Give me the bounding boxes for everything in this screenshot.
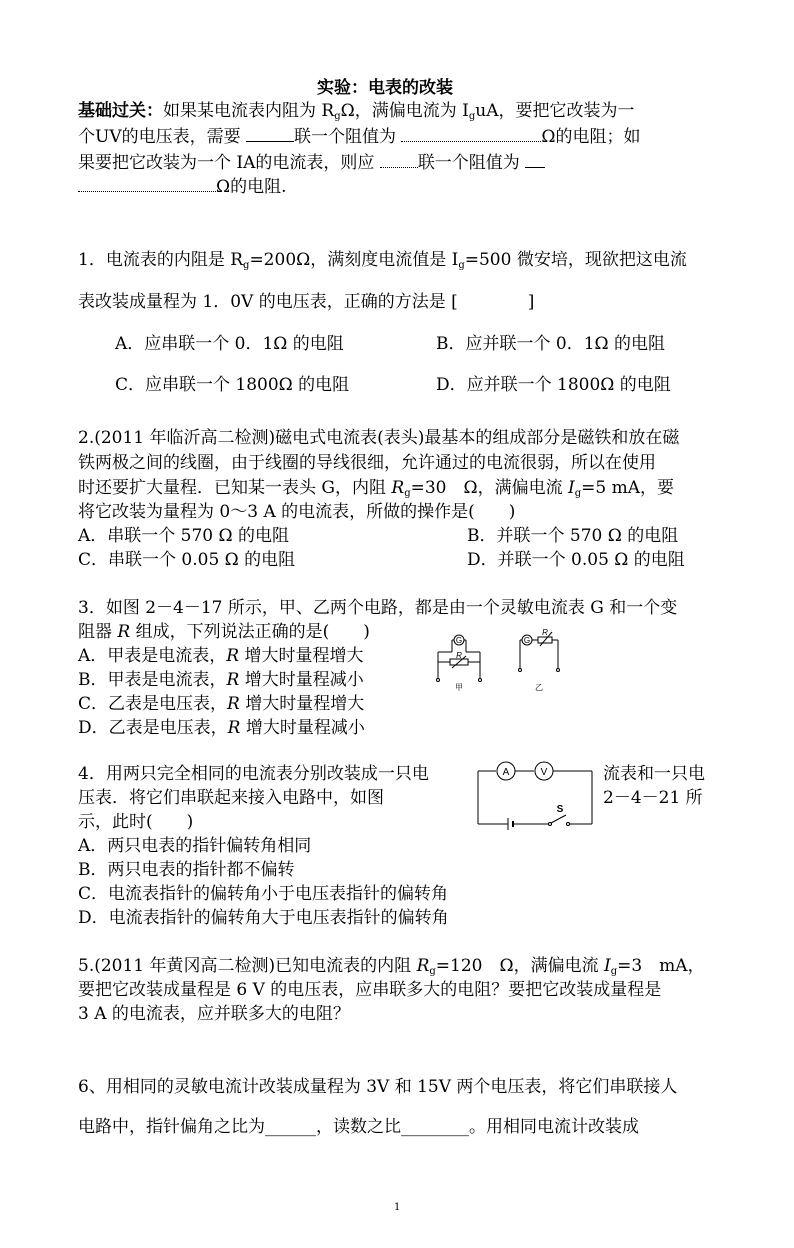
q3-line-2	[78, 622, 370, 642]
resistor-label: R	[456, 651, 462, 660]
subscript: g	[458, 260, 465, 271]
q3-option-text: B．甲表是电流表，	[78, 670, 227, 690]
subscript: g	[610, 966, 618, 977]
q1-line-1	[78, 250, 687, 276]
answer-blank[interactable]: ______	[265, 1117, 316, 1137]
q3-text: 阻器	[78, 622, 118, 642]
q2-line-3	[78, 478, 674, 504]
q3-option-a[interactable]	[78, 646, 364, 666]
q4-line-2a: 压表．将它们串联起来接入电路中，如图	[78, 788, 384, 808]
q3-option-text: 增大时量程减小	[239, 670, 364, 690]
q5-text: 5.(2011 年黄冈高二检测)已知电流表的内阻	[78, 956, 417, 976]
q2-line-1: 2.(2011 年临沂高二检测)磁电式电流表(表头)最基本的组成部分是磁铁和放在磁	[78, 428, 680, 448]
basic-line-3	[78, 153, 545, 173]
q3-option-text: D．乙表是电压表，	[78, 718, 228, 738]
terminal-icon	[519, 669, 522, 672]
basic-line-4	[78, 177, 287, 197]
q5-line-3: 3 A 的电流表，应并联多大的电阻？	[78, 1004, 350, 1024]
subscript: g	[468, 111, 476, 122]
basic-text: Ω，满偏电流为 I	[340, 101, 469, 121]
q5-text: =3 mA，	[617, 956, 705, 976]
answer-blank[interactable]	[401, 127, 541, 142]
switch-label: S	[556, 804, 564, 815]
q2-option-b[interactable]: B．并联一个 570 Ω 的电阻	[467, 526, 679, 546]
q6-text: 电路中，指针偏角之比为	[78, 1117, 265, 1137]
q6-text: ，读数之比	[316, 1117, 401, 1137]
q5-text: =120 Ω，满偏电流	[435, 956, 604, 976]
q2-line-2: 铁两极之间的线圈，由于线圈的导线很细，允许通过的电流很弱，所以在使用	[78, 453, 656, 473]
subscript: g	[429, 966, 436, 977]
subscript: g	[243, 260, 250, 271]
basic-text: 联一个阻值为	[417, 153, 520, 173]
q3-symbol: R	[226, 646, 240, 666]
galvanometer-label: G	[523, 636, 531, 645]
basic-text: 联一个阻值为	[294, 127, 397, 147]
basic-line-1	[78, 101, 634, 127]
answer-blank[interactable]	[246, 127, 294, 142]
subscript: g	[574, 488, 582, 499]
q1-text: 表改装成量程为 1．0V 的电压表，正确的方法是 [	[78, 292, 458, 312]
answer-blank[interactable]	[78, 177, 216, 192]
q1-text: =200Ω，满刻度电流值是 I	[249, 250, 459, 270]
q3-circuit-figure	[430, 628, 570, 700]
basic-text: uA，要把它改装为一	[475, 101, 635, 121]
page-number: 1	[394, 1202, 401, 1213]
q2-option-a[interactable]: A．串联一个 570 Ω 的电阻	[78, 526, 290, 546]
switch-icon	[551, 815, 566, 823]
q2-option-d[interactable]: D．并联一个 0.05 Ω 的电阻	[467, 550, 685, 570]
basic-line-2	[78, 127, 641, 147]
galvanometer-label: G	[455, 636, 463, 645]
terminal-icon	[557, 669, 560, 672]
q1-text: =500 微安培，现欲把这电流	[464, 250, 687, 270]
q4-line-3: 示，此时( )	[78, 812, 194, 832]
q2-text: 时还要扩大量程．已知某一表头 G，内阻	[78, 478, 392, 498]
terminal-icon	[479, 679, 482, 682]
basic-text: 果要把它改装为一个 IA的电流表，则应	[78, 153, 375, 173]
switch-icon	[567, 823, 570, 826]
q6-line-2	[78, 1117, 639, 1137]
q3-symbol: R	[117, 622, 131, 642]
q3-option-text: 增大时量程增大	[239, 646, 364, 666]
terminal-icon	[437, 679, 440, 682]
q2-line-4: 将它改装为量程为 0～3 A 的电流表，所做的操作是( )	[78, 502, 516, 522]
q3-line-1: 3．如图 2－4－17 所示，甲、乙两个电路，都是由一个灵敏电流表 G 和一个变	[78, 598, 678, 618]
q4-line-1b: 流表和一只电	[603, 764, 705, 784]
page-title: 实验：电表的改装	[317, 78, 453, 98]
q3-option-c[interactable]	[78, 694, 364, 714]
answer-blank[interactable]	[525, 153, 545, 168]
q3-option-b[interactable]	[78, 670, 364, 690]
q4-line-1a: 4．用两只完全相同的电流表分别改装成一只电	[78, 764, 429, 784]
q4-option-b[interactable]: B．两只电表的指针都不偏转	[78, 860, 295, 880]
q1-option-a[interactable]: A．应串联一个 0．1Ω 的电阻	[115, 334, 344, 354]
q6-line-1: 6、用相同的灵敏电流计改装成量程为 3V 和 15V 两个电压表，将它们串联接人	[78, 1077, 678, 1097]
q1-line-2	[78, 292, 534, 312]
answer-blank[interactable]: ________	[401, 1117, 469, 1137]
q5-symbol: I	[603, 956, 611, 976]
q3-option-d[interactable]	[78, 718, 365, 738]
answer-blank[interactable]	[380, 153, 418, 168]
q4-option-c[interactable]: C．电流表指针的偏转角小于电压表指针的偏转角	[78, 884, 449, 904]
q1-option-d[interactable]: D．应并联一个 1800Ω 的电阻	[436, 375, 671, 395]
q3-symbol: R	[227, 718, 241, 738]
basic-text: 如果某电流表内阻为 R	[163, 101, 335, 121]
q3-symbol: R	[227, 694, 240, 714]
subscript: g	[404, 488, 411, 499]
q1-text: ]	[527, 292, 535, 312]
q3-option-text: 增大时量程减小	[240, 718, 365, 738]
q3-option-text: C．乙表是电压表，	[78, 694, 228, 714]
voltmeter-label: V	[540, 767, 548, 778]
q3-option-text: 增大时量程增大	[239, 694, 365, 714]
q3-option-text: A．甲表是电流表，	[78, 646, 227, 666]
q5-symbol: R	[416, 956, 430, 976]
q2-text: =5 mA，要	[581, 478, 674, 498]
circuit-label-yi: 乙	[535, 683, 543, 692]
q1-option-c[interactable]: C．应串联一个 1800Ω 的电阻	[115, 375, 350, 395]
q5-line-1	[78, 956, 705, 982]
ammeter-label: A	[502, 767, 510, 778]
q4-circuit-figure	[474, 760, 596, 830]
q2-symbol: I	[567, 478, 575, 498]
q4-line-2b: 2－4－21 所	[603, 788, 703, 808]
q1-text: 1．电流表的内阻是 R	[78, 250, 244, 270]
q3-symbol: R	[226, 670, 240, 690]
q2-symbol: R	[391, 478, 405, 498]
q2-text: =30 Ω，满偏电流	[410, 478, 568, 498]
q3-text: 组成，下列说法正确的是( )	[130, 622, 370, 642]
basic-label: 基础过关：	[78, 101, 163, 121]
circuit-label-jia: 甲	[455, 683, 463, 692]
q4-option-d[interactable]: D．电流表指针的偏转角大于电压表指针的偏转角	[78, 908, 449, 928]
q5-line-2: 要把它改装成量程是 6 V 的电压表，应串联多大的电阻？要把它改装成量程是	[78, 980, 662, 1000]
q4-option-a[interactable]: A．两只电表的指针偏转角相同	[78, 836, 312, 856]
resistor-label: R	[542, 628, 548, 637]
basic-text: Ω的电阻.	[216, 177, 287, 197]
basic-text: 个UV的电压表，需要	[78, 127, 241, 147]
q1-option-b[interactable]: B．应并联一个 0．1Ω 的电阻	[436, 334, 666, 354]
subscript: g	[334, 111, 341, 122]
q2-option-c[interactable]: C．串联一个 0.05 Ω 的电阻	[78, 550, 296, 570]
q6-text: 。用相同电流计改装成	[469, 1117, 639, 1137]
basic-text: Ω的电阻；如	[541, 127, 641, 147]
